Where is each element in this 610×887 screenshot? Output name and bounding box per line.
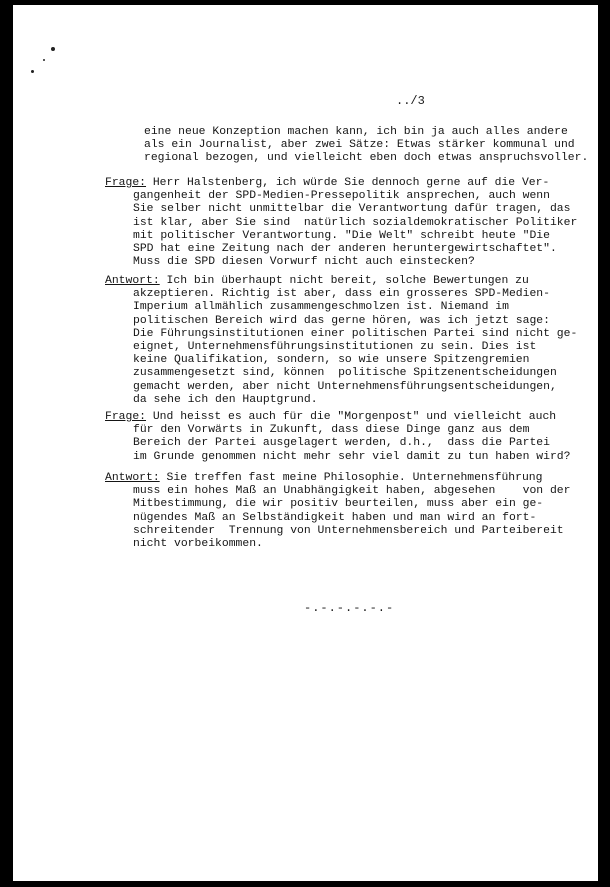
paragraph-line: Imperium allmählich zusammengeschmolzen ist. Niemand im (133, 301, 509, 314)
speaker-label: Frage: (105, 411, 147, 423)
paragraph-line: mit politischer Verantwortung. "Die Welt" schreibt heute "Die (133, 229, 550, 242)
paragraph-line: als ein Journalist, aber zwei Sätze: Etwas stärker kommunal und (144, 139, 575, 152)
speaker-label: Antwort: (105, 275, 160, 287)
paragraph-line: da sehe ich den Hauptgrund. (133, 393, 318, 406)
paragraph-line: ist klar, aber Sie sind natürlich sozialdemokratischer Politiker (133, 216, 578, 229)
document-page (13, 5, 598, 881)
paragraph-line: nicht vorbeikommen. (133, 538, 263, 551)
paragraph-line: SPD hat eine Zeitung nach der anderen heruntergewirtschaftet". (133, 243, 557, 256)
end-separator: -.-.-.-.-.- (304, 601, 395, 615)
paragraph-question-1 (105, 177, 577, 269)
page-number: ../3 (396, 94, 425, 108)
paragraph-line: im Grunde genommen nicht mehr sehr viel damit zu tun haben wird? (133, 450, 571, 463)
paragraph-line: gangenheit der SPD-Medien-Pressepolitik ansprechen, auch wenn (133, 190, 550, 203)
paragraph-line: Die Führungsinstitutionen einer politischen Partei sind nicht ge- (133, 327, 578, 340)
scan-speck-2 (31, 70, 34, 73)
paragraph-line: Sie selber nicht unmittelbar die Verantwortung dafür tragen, das (133, 203, 571, 216)
paragraph-line: gemacht werden, aber nicht Unternehmensführungsentscheidungen, (133, 380, 557, 393)
paragraph-line: eignet, Unternehmensführungsinstitutionen zu sein. Dies ist (133, 341, 537, 354)
paragraph-line: Mitbestimmung, die wir positiv beurteilen, muss aber ein ge- (133, 498, 544, 511)
paragraph-first-line: Herr Halstenberg, ich würde Sie dennoch gerne auf die Ver- (146, 177, 550, 189)
paragraph-first-line: Sie treffen fast meine Philosophie. Unternehmensführung (159, 472, 543, 484)
paragraph-line: akzeptieren. Richtig ist aber, dass ein grosseres SPD-Medien- (133, 288, 550, 301)
paragraph-line: nügendes Maß an Selbständigkeit haben und man wird an fort- (133, 511, 537, 524)
paragraph-line: für den Vorwärts in Zukunft, dass diese Dinge ganz aus dem (133, 424, 530, 437)
paragraph-line: muss ein hohes Maß an Unabhängigkeit haben, abgesehen von der (133, 485, 571, 498)
paragraph-first-line: eine neue Konzeption machen kann, ich bin ja auch alles andere (144, 126, 568, 138)
scan-speck-1 (51, 47, 55, 51)
paragraph-intro (116, 126, 588, 166)
paragraph-line: schreitender Trennung von Unternehmensbereich und Parteibereit (133, 524, 564, 537)
paragraph-first-line: Ich bin überhaupt nicht bereit, solche Bewertungen zu (159, 275, 529, 287)
speaker-label: Frage: (105, 177, 147, 189)
scan-speck-3 (43, 59, 45, 61)
paragraph-line: Bereich der Partei ausgelagert werden, d.h., dass die Partei (133, 437, 550, 450)
paragraph-question-2 (105, 411, 570, 464)
paragraph-line: Muss die SPD diesen Vorwurf nicht auch einstecken? (133, 256, 475, 269)
paragraph-answer-1 (105, 275, 577, 407)
paragraph-line: keine Qualifikation, sondern, so wie unsere Spitzengremien (133, 354, 530, 367)
paragraph-line: regional bezogen, und vielleicht eben doch etwas anspruchsvoller. (144, 152, 589, 165)
paragraph-line: zusammengesetzt sind, können politische Spitzenentscheidungen (133, 367, 557, 380)
paragraph-answer-2 (105, 472, 570, 551)
paragraph-first-line: Und heisst es auch für die "Morgenpost" und vielleicht auch (146, 411, 557, 423)
paragraph-line: politischen Bereich wird das gerne hören, was ich jetzt sage: (133, 314, 550, 327)
speaker-label: Antwort: (105, 472, 160, 484)
